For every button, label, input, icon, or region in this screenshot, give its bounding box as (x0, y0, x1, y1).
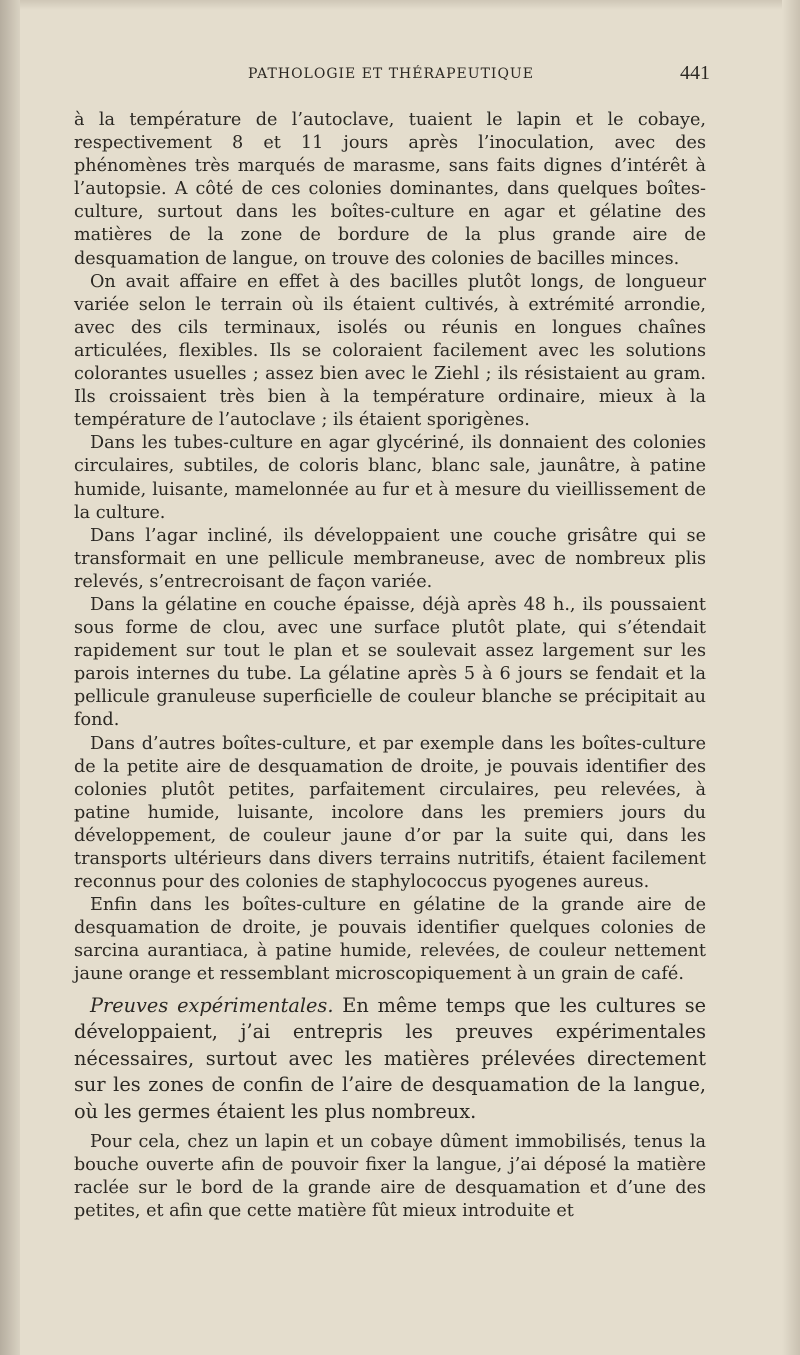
section-text: En même temps que les cultures se développaient, j’ai entrepris les preuves expérimentales nécessaires, surtout avec les matières prélevées directement sur les zones de confin de l’aire de desquamation de la langue, où les germes étaient les plus nombreux. (74, 993, 706, 1123)
page-edge-top (0, 0, 800, 10)
final-paragraph: Pour cela, chez un lapin et un cobaye dûment immobilisés, tenus la bouche ouverte afin de pouvoir fixer la langue, j’ai déposé la matière raclée sur le bord de la grande aire de desquamation et d’une des petites, et afin que cette matière fût mieux introduite et (74, 1132, 706, 1222)
paragraph-4: Dans l’agar incliné, ils développaient une couche grisâtre qui se transformait en une pellicule membraneuse, avec de nombreux plis relevés, s’entrecroisant de façon variée. (74, 525, 706, 592)
running-title: PATHOLOGIE ET THÉRAPEUTIQUE (248, 66, 534, 82)
section-paragraph (74, 993, 706, 1126)
paragraph-5: Dans la gélatine en couche épaisse, déjà après 48 h., ils poussaient sous forme de clou, avec une surface plutôt plate, qui s’étendait rapidement sur tout le plan et se soulevait assez largement sur les parois internes du tube. La gélatine après 5 à 6 jours se fendait et la pellicule granuleuse superficielle de couleur blanche se précipitait au fond. (74, 594, 706, 731)
paragraph-2: On avait affaire en effet à des bacilles plutôt longs, de longueur variée selon le terrain où ils étaient cultivés, à extrémité arrondie, avec des cils terminaux, isolés ou réunis en longues chaînes articulées, flexibles. Ils se coloraient facilement avec les solutions colorantes usuelles ; assez bien avec le Ziehl ; ils résistaient au gram. Ils croissaient très bien à la température ordinaire, mieux à la température de l’autoclave ; ils étaient sporigènes. (74, 271, 706, 431)
body-text (74, 109, 706, 1223)
paragraph-7: Enfin dans les boîtes-culture en gélatine de la grande aire de desquamation de droite, je pouvais identifier quelques colonies de sarcina aurantiaca, à patine humide, relevées, de couleur nettement jaune orange et ressemblant microscopiquement à un grain de café. (74, 895, 706, 985)
paragraph-3: Dans les tubes-culture en agar glycériné, ils donnaient des colonies circulaires, subtiles, de coloris blanc, blanc sale, jaunâtre, à patine humide, luisante, mamelonnée au fur et à mesure du vieillissement de la culture. (74, 433, 706, 523)
paragraph-6: Dans d’autres boîtes-culture, et par exemple dans les boîtes-culture de la petite aire de desquamation de droite, je pouvais identifier des colonies plutôt petites, parfaitement circulaires, peu relevées, à patine humide, luisante, incolore dans les premiers jours du développement, de couleur jaune d’or par la suite qui, dans les transports ultérieurs dans divers terrains nutritifs, étaient facilement reconnus pour des colonies de staphylococcus pyogenes aureus. (74, 733, 706, 893)
page-number: 441 (680, 62, 710, 84)
page-header (72, 62, 710, 90)
paragraph-1: à la température de l’autoclave, tuaient le lapin et le cobaye, respectivement 8 et 11 jours après l’inoculation, avec des phénomènes très marqués de marasme, sans faits dignes d’intérêt à l’autopsie. A côté de ces colonies dominantes, dans quelques boîtes-culture, surtout dans les boîtes-culture en agar et gélatine des matières de la zone de bordure de la plus grande aire de desquamation de langue, on trouve des colonies de bacilles minces. (74, 110, 706, 269)
page-edge-right (782, 0, 800, 1355)
page-edge-left (0, 0, 20, 1355)
section-title: Preuves expérimentales. (90, 993, 334, 1017)
